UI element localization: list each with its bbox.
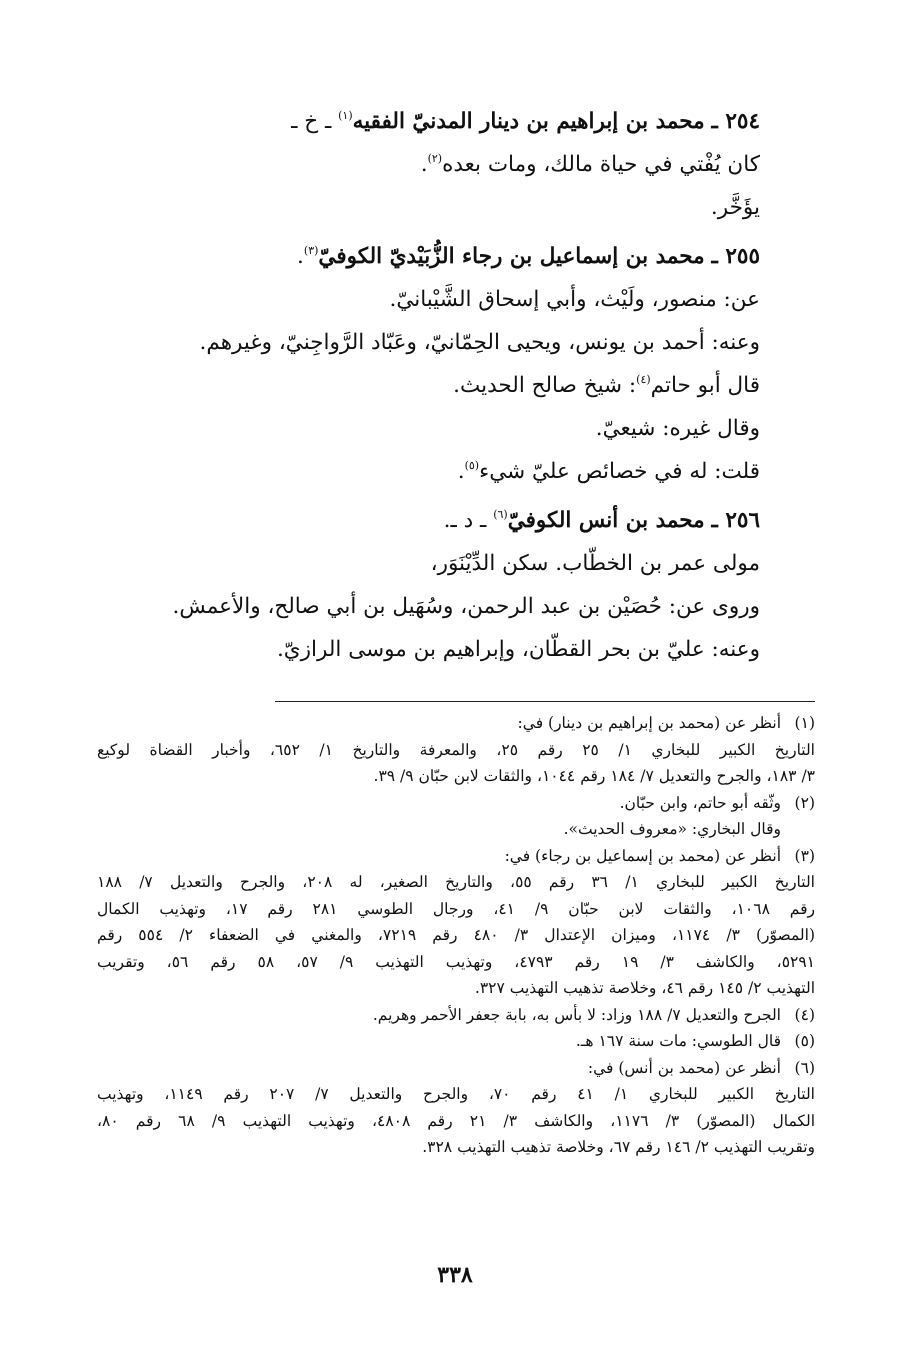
footnote-4 [97,1002,815,1029]
footnote-head [97,710,815,737]
footnote-mark: (٢) [794,793,815,812]
footnote-ref[interactable]: (٦) [493,508,508,521]
footnote-divider [275,701,815,702]
footnote-head-text: قال الطوسي: مات سنة ١٦٧ هـ. [575,1032,781,1050]
footnote-ref[interactable]: (٤) [636,373,651,386]
entry-line [120,321,760,364]
footnote-line: التاريخ الكبير للبخاري ١/ ٤١ رقم ٧٠، والجرح والتعديل ٧/ ٢٠٧ رقم ١١٤٩، وتهذيب [97,1085,815,1103]
entry-number: ٢٥٥ ـ [711,244,760,269]
footnote-ref[interactable]: (٥) [464,459,480,472]
footnote-1 [97,710,815,790]
entry-line [120,628,760,671]
entry-suffix: . [297,244,304,269]
footnote-mark: (٣) [794,846,815,865]
line-text: وعنه: أحمد بن يونس، ويحيى الحِمّانيّ، وعَبّاد الرَّواجِنيّ، وغيرهم. [199,330,760,355]
line-text: وقال غيره: شيعيّ. [595,416,760,441]
line-text: قلت: له في خصائص عليّ شيء [479,459,760,484]
entry-line [120,407,760,450]
entry-heading [120,499,760,542]
entry-suffix: ـ د ـ. [443,508,494,533]
footnote-line: رقم ١٠٦٨، والثقات لابن حبّان ٩/ ٤١، ورجال الطوسي ٢٨١ رقم ١٧، وتهذيب الكمال [97,899,816,918]
footnote-ref[interactable]: (٢) [427,152,443,165]
entry-title: محمد بن إبراهيم بن دينار المدنيّ الفقيه [352,109,705,134]
line-text: قال أبو حاتم [650,373,760,398]
line-suffix: . [420,152,428,177]
line-text: يؤَخَّر. [710,195,760,220]
footnotes [97,710,815,1161]
footnote-head-text: وثّقه أبو حاتم، وابن حبّان. [619,793,781,812]
line-suffix: : شيخ صالح الحديث. [453,373,637,398]
entry-heading [120,100,760,143]
footnote-line: ٥٢٩١، والكاشف ٣/ ١٩ رقم ٤٧٩٣، وتهذيب التهذيب ٩/ ٥٧، ٥٨ رقم ٥٦، وتقريب [97,952,816,971]
footnote-head [97,843,815,870]
entry-line [120,450,760,493]
footnote-3 [97,843,815,1002]
footnote-line: وقال البخاري: «معروف الحديث». [563,820,781,838]
entry-title: محمد بن أنس الكوفيّ [507,508,705,533]
entry-255 [120,235,760,493]
footnote-mark: (٥) [794,1032,815,1050]
footnote-head [97,1002,815,1029]
entry-256 [120,499,760,671]
footnote-mark: (٦) [794,1058,815,1077]
entry-title: محمد بن إسماعيل بن رجاء الزُّبَيْديّ الكوفيّ [318,244,705,269]
footnote-line: وتقريب التهذيب ٢/ ١٤٦ رقم ٦٧، وخلاصة تذهيب التهذيب ٣٢٨. [422,1138,815,1156]
footnote-line: الكمال (المصوّر) ٣/ ١١٧٦، والكاشف ٣/ ٢١ رقم ٤٨٠٨، وتهذيب التهذيب ٩/ ٦٨ رقم ٨٠، [97,1111,816,1130]
line-suffix: . [457,459,465,484]
footnote-ref[interactable]: (١) [338,109,353,122]
footnote-line: (المصوّر) ٣/ ١١٧٤، وميزان الإعتدال ٣/ ٤٨٠ رقم ٧٢١٩، والمغني في الضعفاء ٢/ ٥٥٤ رقم [97,926,816,944]
footnote-head [97,1028,815,1055]
entry-suffix: ـ خ ـ [291,109,339,134]
entry-heading [120,235,760,278]
entry-line [120,542,760,585]
footnote-ref[interactable]: (٣) [303,244,319,257]
footnote-mark: (١) [794,714,815,732]
main-text [120,100,760,677]
entry-254 [120,100,760,229]
line-text: وعنه: عليّ بن بحر القطّان، وإبراهيم بن موسى الرازيّ. [276,637,760,662]
footnote-head-text: أنظر عن (محمد بن أنس) في: [587,1058,781,1077]
entry-number: ٢٥٦ ـ [711,508,760,533]
entry-line [120,278,760,321]
line-text: عن: منصور، ولَيْث، وأبي إسحاق الشَّيْبانيّ. [389,287,760,312]
line-text: وروى عن: حُصَيْن بن عبد الرحمن، وسُهَيل بن أبي صالح، والأعمش. [172,594,760,619]
footnote-2 [97,790,815,843]
footnote-head [97,790,815,817]
footnote-head-text: أنظر عن (محمد بن إسماعيل بن رجاء) في: [504,846,781,865]
footnote-line: التاريخ الكبير للبخاري ١/ ٢٥ رقم ٢٥، والمعرفة والتاريخ ١/ ٦٥٢، وأخبار القضاة لوكيع [97,740,815,759]
entry-number: ٢٥٤ ـ [711,109,760,134]
footnote-line: التاريخ الكبير للبخاري ١/ ٣٦ رقم ٥٥، والتاريخ الصغير، له ٢٠٨، والجرح والتعديل ٧/ ١٨٨ [97,873,815,891]
entry-line [120,143,760,186]
page-number: ٣٣٨ [437,1262,473,1288]
footnote-5 [97,1028,815,1055]
footnote-mark: (٤) [794,1005,815,1024]
footnote-line: التهذيب ٢/ ١٤٥ رقم ٤٦، وخلاصة تذهيب التهذيب ٣٢٧. [474,979,815,997]
entry-line [120,585,760,628]
footnote-head [97,1055,815,1082]
footnote-head-text: أنظر عن (محمد بن إبراهيم بن دينار) في: [517,714,781,732]
footnote-head-text: الجرح والتعديل ٧/ ١٨٨ وزاد: لا بأس به، بابة جعفر الأحمر وهريم. [372,1005,781,1024]
line-text: كان يُفْتي في حياة مالك، ومات بعده [442,152,760,177]
entry-line [120,364,760,407]
footnote-6 [97,1055,815,1161]
footnote-line: ٣/ ١٨٣، والجرح والتعديل ٧/ ١٨٤ رقم ١٠٤٤، والثقات لابن حبّان ٩/ ٣٩. [373,767,815,785]
entry-line [120,186,760,229]
line-text: مولى عمر بن الخطّاب. سكن الدِّيْنَوَر، [430,551,760,576]
